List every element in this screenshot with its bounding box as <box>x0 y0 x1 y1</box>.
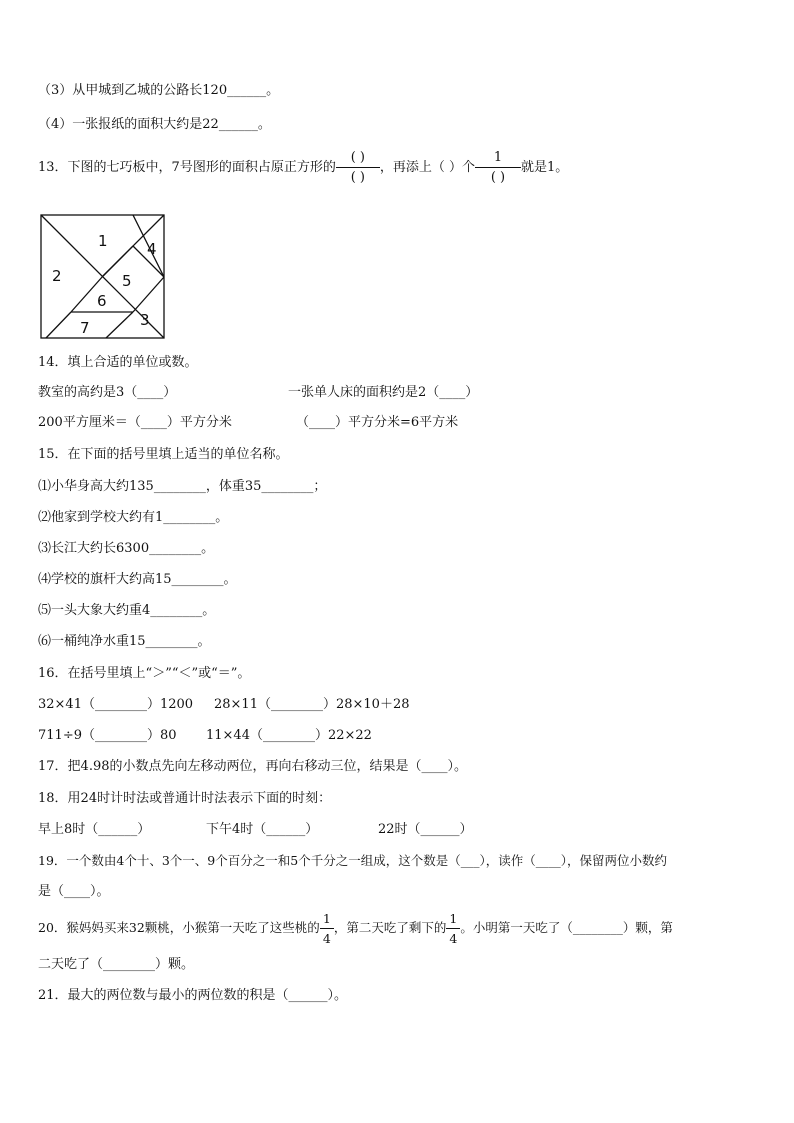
q14-item-c: 200平方厘米＝（____）平方分米 <box>38 415 232 430</box>
q20-line-1 <box>38 908 673 950</box>
q15-item-3: ⑶长江大约长6300________。 <box>38 541 215 556</box>
q13-fraction-1 <box>336 149 380 186</box>
tangram-label-1: 1 <box>98 232 108 250</box>
q15-item-4: ⑷学校的旗杆大约高15________。 <box>38 572 237 587</box>
fraction-bar <box>475 167 521 168</box>
q18-item-b: 下午4时（______） <box>206 822 319 837</box>
q21-text: 21．最大的两位数与最小的两位数的积是（______）。 <box>38 988 348 1003</box>
q13-question <box>38 148 568 190</box>
tangram-label-3: 3 <box>140 311 150 329</box>
q13-frac1-numerator: ( ) <box>350 150 365 165</box>
q20-text-part2: ，第二天吃了剩下的 <box>333 920 447 935</box>
q18-item-a: 早上8时（______） <box>38 822 151 837</box>
q18-title: 18．用24时计时法或普通计时法表示下面的时刻： <box>38 791 332 806</box>
q16-item-c: 711÷9（________）80 <box>38 728 177 743</box>
q14-item-d: （____）平方分米=6平方米 <box>296 415 459 430</box>
q15-item-2: ⑵他家到学校大约有1________。 <box>38 510 229 525</box>
fraction-bar <box>446 928 460 929</box>
q16-item-d: 11×44（________）22×22 <box>206 728 372 743</box>
q16-item-a: 32×41（________）1200 <box>38 697 194 712</box>
q20-fraction-1 <box>320 910 334 947</box>
fraction-bar <box>336 167 380 168</box>
tangram-cut-4 <box>133 277 164 312</box>
q20-text-part1: 20．猴妈妈买来32颗桃，小猴第一天吃了这些桃的 <box>38 920 320 935</box>
q20-frac2-denominator: 4 <box>449 931 458 946</box>
q13-text-part1: 13．下图的七巧板中，7号图形的面积占原正方形的 <box>38 160 336 175</box>
q19-line-1: 19．一个数由4个十、3个一、9个百分之一和5个千分之一组成，这个数是（___），读作（____），保留两位小数约 <box>38 853 667 868</box>
fraction-bar <box>320 928 334 929</box>
q20-frac1-denominator: 4 <box>322 931 331 946</box>
q12-item-3: （3）从甲城到乙城的公路长120______。 <box>38 83 280 98</box>
q16-item-b: 28×11（________）28×10＋28 <box>214 697 410 712</box>
tangram-label-5: 5 <box>122 272 132 290</box>
q14-item-a: 教室的高约是3（____） <box>38 385 177 400</box>
q20-frac1-numerator: 1 <box>322 911 331 926</box>
q20-line-2: 二天吃了（________）颗。 <box>38 957 195 972</box>
tangram-cut-8 <box>106 312 133 338</box>
q15-item-1: ⑴小华身高大约135________，体重35________； <box>38 479 327 494</box>
tangram-label-4: 4 <box>147 240 157 258</box>
tangram-figure <box>40 214 166 340</box>
q20-frac2-numerator: 1 <box>449 911 458 926</box>
q13-frac2-denominator: ( ) <box>490 170 506 185</box>
tangram-label-6: 6 <box>97 292 107 310</box>
q13-text-part3: 就是1。 <box>520 160 569 175</box>
q14-title: 14．填上合适的单位或数。 <box>38 355 198 370</box>
q15-item-6: ⑹一桶纯净水重15________。 <box>38 634 211 649</box>
q20-fraction-2 <box>446 910 460 947</box>
q16-title: 16．在括号里填上“＞”“＜”或“＝”。 <box>38 666 251 681</box>
q12-item-4: （4）一张报纸的面积大约是22______。 <box>38 117 271 132</box>
tangram-cut-9 <box>46 312 71 338</box>
tangram-label-2: 2 <box>52 267 62 285</box>
q17-text: 17．把4.98的小数点先向左移动两位，再向右移动三位，结果是（____）。 <box>38 759 467 774</box>
q14-item-b: 一张单人床的面积约是2（____） <box>288 385 479 400</box>
q15-item-5: ⑸一头大象大约重4________。 <box>38 603 216 618</box>
q19-line-2: 是（____）。 <box>38 884 110 899</box>
q15-title: 15．在下面的括号里填上适当的单位名称。 <box>38 447 289 462</box>
q18-item-c: 22时（______） <box>378 822 473 837</box>
q13-frac2-numerator: 1 <box>493 150 503 165</box>
q20-text-part3: 。小明第一天吃了（________）颗，第 <box>460 920 673 935</box>
q13-frac1-denominator: ( ) <box>350 170 365 185</box>
tangram-label-7: 7 <box>80 319 90 337</box>
q13-text-part2: ，再添上（ ）个 <box>379 160 475 175</box>
q13-fraction-2 <box>475 149 521 186</box>
